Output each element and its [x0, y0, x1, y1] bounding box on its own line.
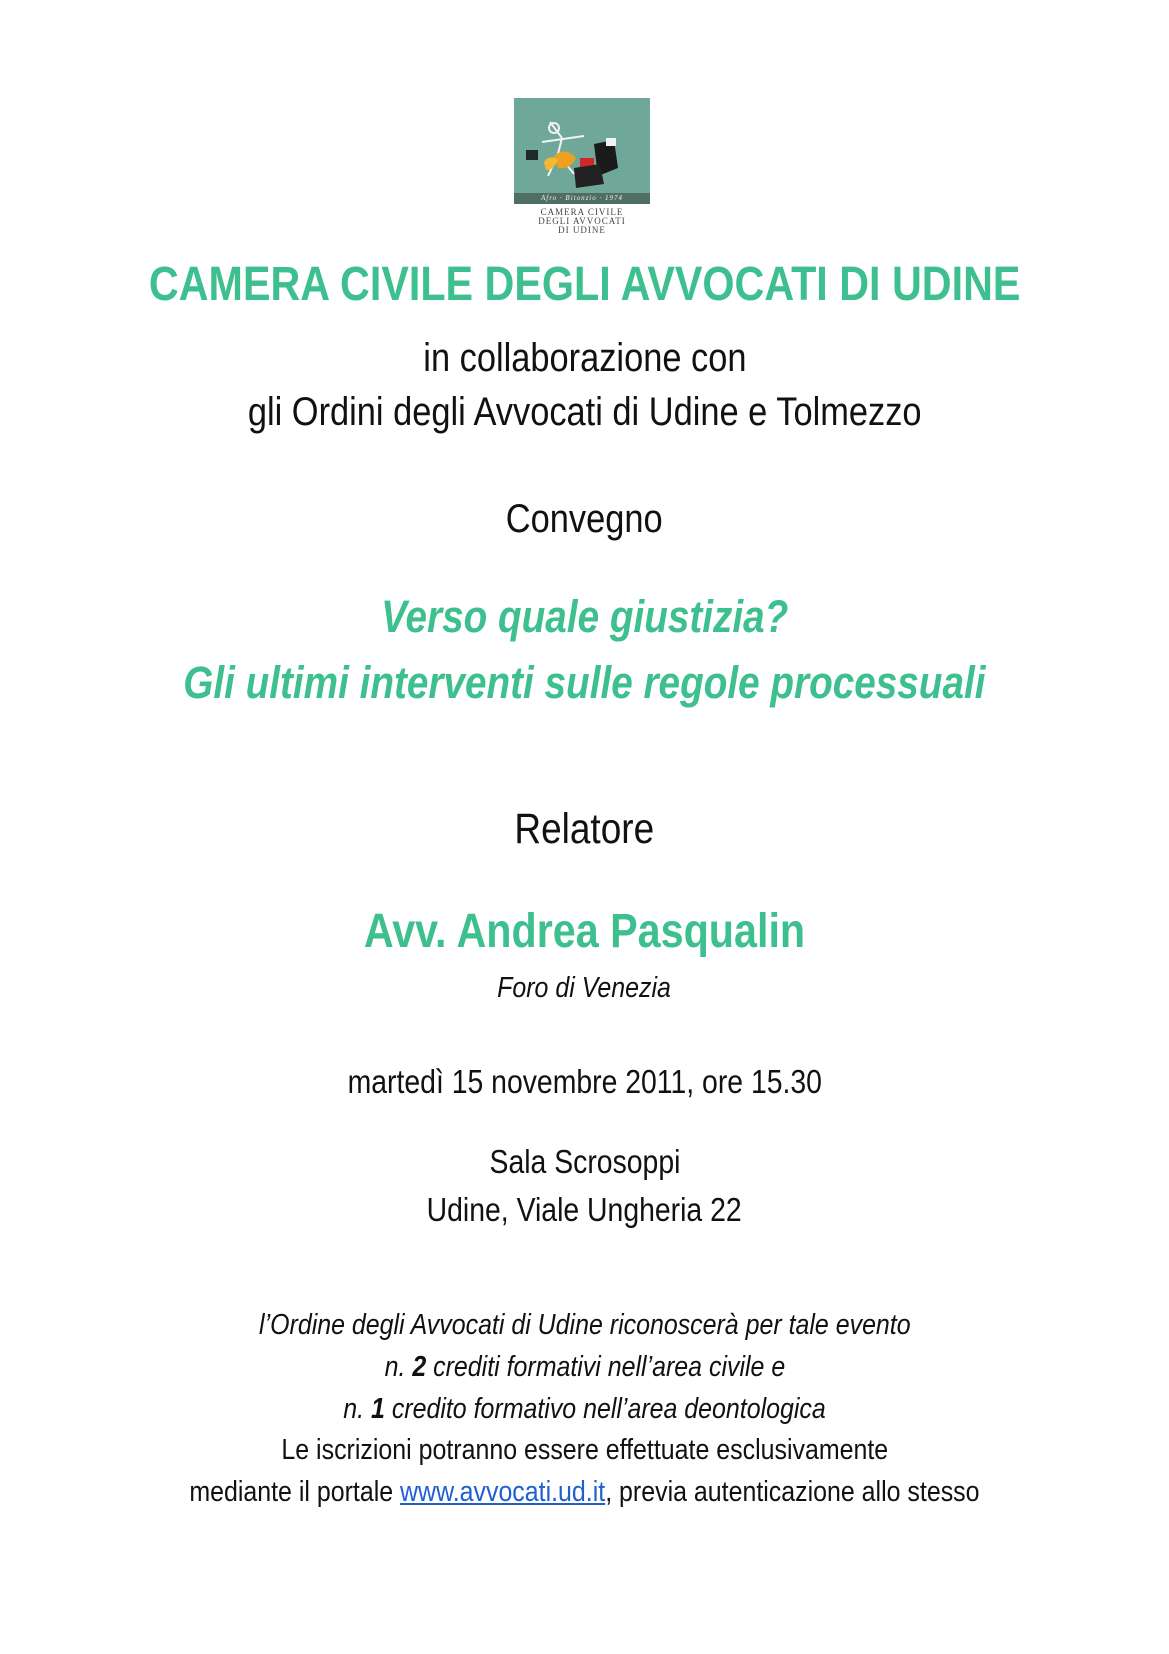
credits-deont-number: 1 — [370, 1393, 385, 1425]
event-type: Convegno — [506, 497, 663, 541]
collaboration-line-2: gli Ordini degli Avvocati di Udine e Tolmezzo — [247, 390, 922, 434]
credits-deont-suffix: credito formativo nell’area deontologica — [384, 1393, 826, 1425]
speaker-role: Relatore — [514, 805, 655, 853]
logo-text-line2: DEGLI AVVOCATI — [538, 216, 626, 226]
credits-civil — [0, 1349, 1169, 1385]
event-datetime: martedì 15 novembre 2011, ore 15.30 — [347, 1063, 822, 1100]
logo-text-line1: CAMERA CIVILE — [540, 207, 624, 217]
registration-portal-prefix: mediante il portale — [189, 1476, 401, 1508]
credits-civil-number: 2 — [411, 1351, 426, 1383]
portal-link[interactable]: www.avvocati.ud.it — [400, 1476, 606, 1508]
event-title-line-2: Gli ultimi interventi sulle regole processuali — [183, 657, 986, 708]
credits-deontological — [0, 1391, 1169, 1427]
camera-civile-logo — [514, 98, 650, 204]
speaker-name: Avv. Andrea Pasqualin — [363, 905, 806, 958]
speaker-affiliation: Foro di Venezia — [497, 972, 672, 1004]
venue-name: Sala Scrosoppi — [489, 1143, 680, 1180]
logo-caption: Afro · Bitonzio · 1974 — [514, 193, 650, 204]
logo-text-line3: DI UDINE — [558, 225, 606, 235]
registration-portal-line — [0, 1474, 1169, 1510]
collaboration-line-1: in collaborazione con — [422, 336, 747, 380]
credits-civil-suffix: crediti formativi nell’area civile e — [425, 1351, 785, 1383]
credits-deont-prefix: n. — [343, 1393, 371, 1425]
event-title-line-1: Verso quale giustizia? — [380, 591, 789, 642]
registration-portal-suffix: , previa autenticazione allo stesso — [605, 1476, 980, 1508]
venue-address: Udine, Viale Ungheria 22 — [426, 1191, 743, 1228]
credits-intro: l’Ordine degli Avvocati di Udine riconoscerà per tale evento — [258, 1309, 911, 1341]
organization-title: CAMERA CIVILE DEGLI AVVOCATI DI UDINE — [148, 258, 1021, 311]
registration-note: Le iscrizioni potranno essere effettuate esclusivamente — [281, 1434, 888, 1466]
abstract-artwork-icon — [514, 98, 650, 193]
credits-civil-prefix: n. — [384, 1351, 412, 1383]
